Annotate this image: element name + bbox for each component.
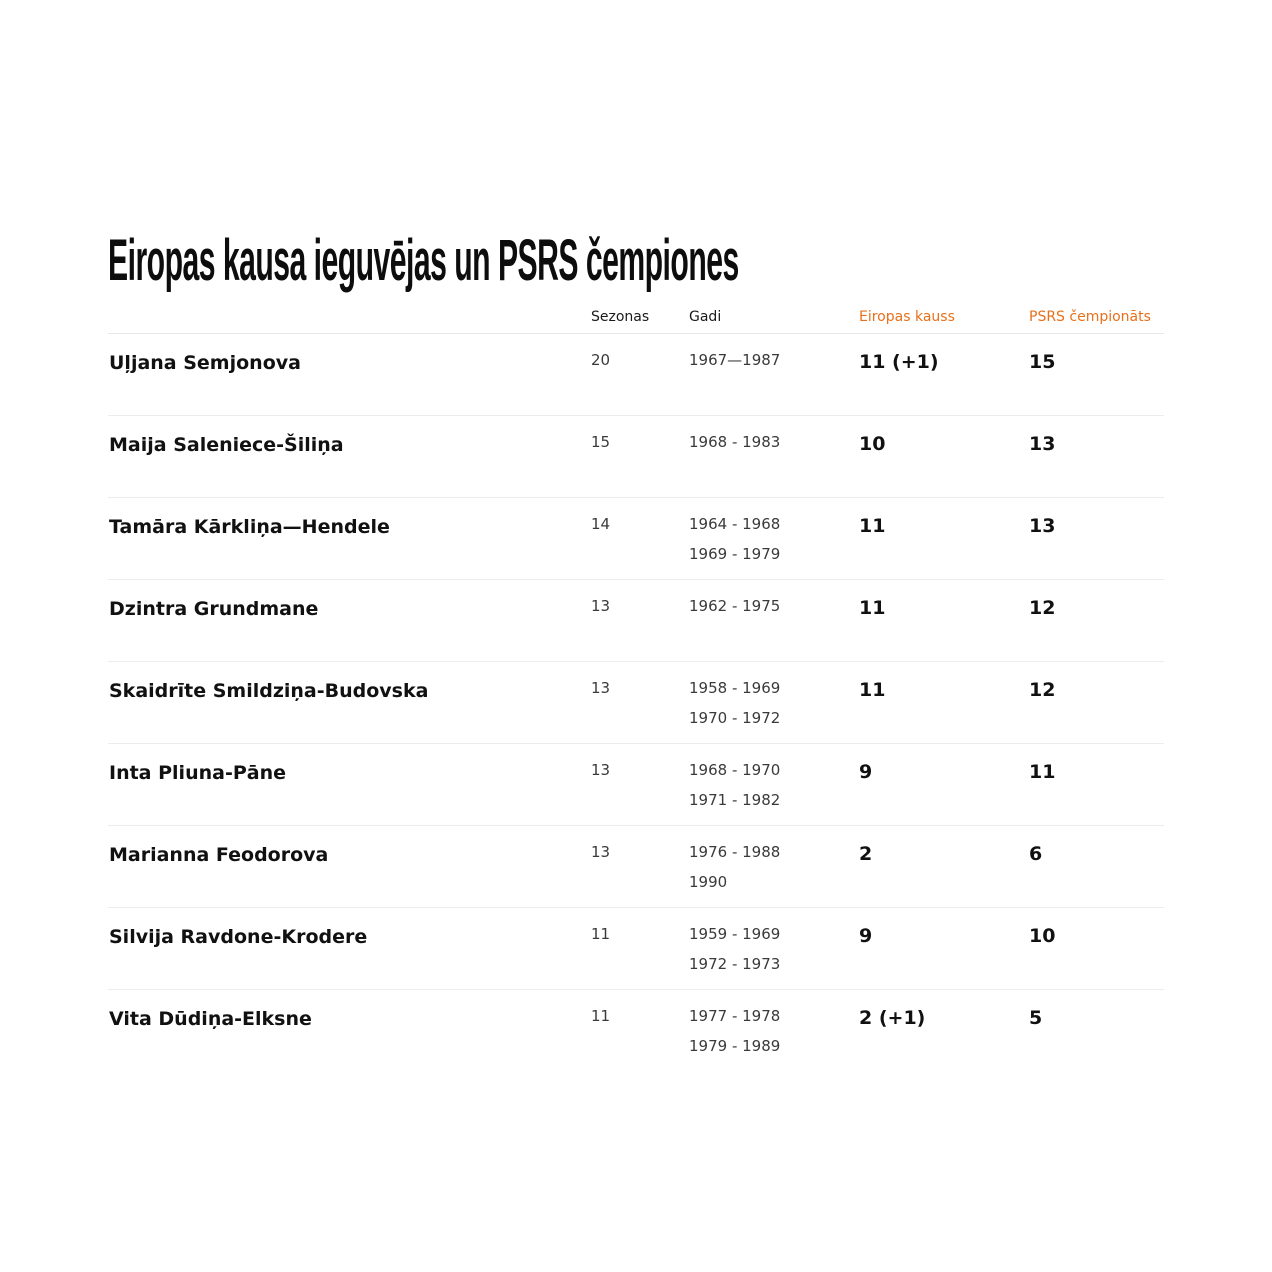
table-row [108,334,1164,416]
player-name: Inta Pliuna-Pāne [109,762,286,784]
years-value [689,755,780,815]
year-range: 1968 - 1970 [689,761,781,779]
seasons-value: 13 [591,843,611,861]
year-range: 1967—1987 [689,351,781,369]
seasons-value: 13 [591,679,611,697]
year-range: 1958 - 1969 [689,679,781,697]
header-seasons: Sezonas [591,309,650,325]
year-range: 1976 - 1988 [689,843,781,861]
year-range: 1969 - 1979 [689,545,781,563]
table-row [108,498,1164,580]
player-name: Marianna Feodorova [109,844,329,866]
european-cup-value: 11 [859,679,886,701]
ussr-championship-value: 13 [1029,433,1056,455]
ussr-championship-value: 12 [1029,597,1056,619]
ussr-championship-value: 15 [1029,351,1056,373]
european-cup-value: 11 [859,597,886,619]
seasons-value: 20 [591,351,611,369]
european-cup-value: 9 [859,925,873,947]
european-cup-value: 2 (+1) [859,1007,926,1029]
table-row [108,826,1164,908]
years-value [689,345,780,375]
year-range: 1971 - 1982 [689,791,781,809]
year-range: 1962 - 1975 [689,597,781,615]
player-name: Maija Saleniece-Šiliņa [109,434,344,456]
years-value [689,919,780,979]
european-cup-value: 11 [859,515,886,537]
european-cup-value: 10 [859,433,886,455]
table-row [108,416,1164,498]
ussr-championship-value: 12 [1029,679,1056,701]
table-body [108,334,1164,1071]
header-years: Gadi [689,309,722,325]
seasons-value: 13 [591,761,611,779]
player-name: Uļjana Semjonova [109,352,301,374]
years-value [689,673,780,733]
years-value [689,837,780,897]
year-range: 1972 - 1973 [689,955,781,973]
table-header [108,300,1164,334]
champions-table [108,300,1164,1071]
seasons-value: 11 [591,1007,611,1025]
header-ussr-championship: PSRS čempionāts [1029,309,1151,325]
seasons-value: 11 [591,925,611,943]
seasons-value: 13 [591,597,611,615]
player-name: Vita Dūdiņa-Elksne [109,1008,312,1030]
year-range: 1979 - 1989 [689,1037,781,1055]
seasons-value: 14 [591,515,611,533]
year-range: 1977 - 1978 [689,1007,781,1025]
years-value [689,509,780,569]
year-range: 1990 [689,873,728,891]
table-row [108,580,1164,662]
year-range: 1959 - 1969 [689,925,781,943]
player-name: Tamāra Kārkliņa—Hendele [109,516,390,538]
year-range: 1970 - 1972 [689,709,781,727]
table-row [108,662,1164,744]
page-title: Eiropas kausa ieguvējas un PSRS čempiones [108,228,739,293]
year-range: 1968 - 1983 [689,433,781,451]
european-cup-value: 9 [859,761,873,783]
european-cup-value: 11 (+1) [859,351,939,373]
ussr-championship-value: 11 [1029,761,1056,783]
ussr-championship-value: 13 [1029,515,1056,537]
ussr-championship-value: 10 [1029,925,1056,947]
player-name: Skaidrīte Smildziņa-Budovska [109,680,429,702]
table-row [108,908,1164,990]
table-row [108,990,1164,1071]
years-value [689,1001,780,1061]
years-value [689,427,780,457]
seasons-value: 15 [591,433,611,451]
player-name: Dzintra Grundmane [109,598,319,620]
player-name: Silvija Ravdone-Krodere [109,926,368,948]
header-european-cup: Eiropas kauss [859,309,955,325]
years-value [689,591,780,621]
european-cup-value: 2 [859,843,873,865]
table-row [108,744,1164,826]
ussr-championship-value: 5 [1029,1007,1043,1029]
ussr-championship-value: 6 [1029,843,1043,865]
year-range: 1964 - 1968 [689,515,781,533]
